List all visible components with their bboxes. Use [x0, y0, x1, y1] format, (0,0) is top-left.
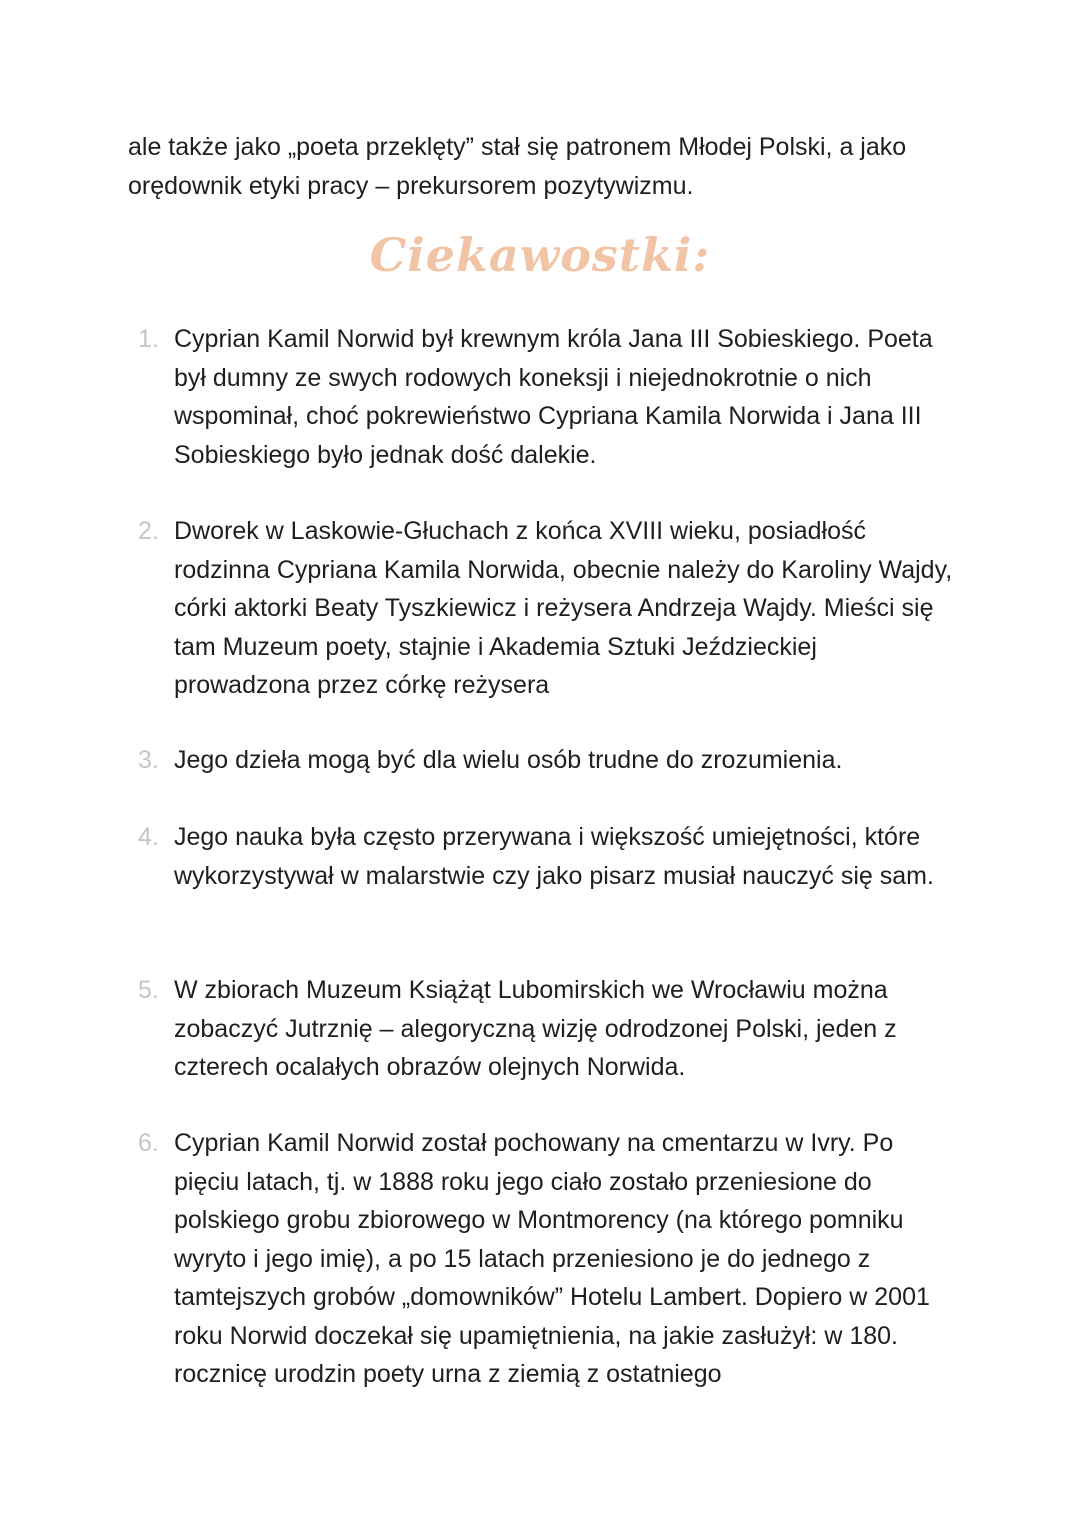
fact-item-3: [138, 741, 958, 780]
fact-number: 4.: [138, 823, 159, 851]
fact-text: Cyprian Kamil Norwid był krewnym króla Jana III Sobieskiego. Poeta był dumny ze swych rodowych koneksji i niejednokrotnie o nich wspominał, choć pokrewieństwo Cypriana Kamila Norwida i Jana III Sobieskiego było jednak dość dalekie.: [174, 325, 933, 469]
fact-item-6: [138, 1124, 958, 1394]
intro-paragraph: ale także jako „poeta przeklęty” stał się patronem Młodej Polski, a jako orędownik etyki pracy – prekursorem pozytywizmu.: [128, 133, 907, 200]
fact-text: W zbiorach Muzeum Książąt Lubomirskich we Wrocławiu można zobaczyć Jutrznię – alegoryczną wizję odrodzonej Polski, jeden z czterech ocalałych obrazów olejnych Norwida.: [174, 976, 897, 1081]
fact-text: Jego nauka była często przerywana i większość umiejętności, które wykorzystywał w malarstwie czy jako pisarz musiał nauczyć się sam.: [174, 823, 934, 890]
fact-item-5: [138, 971, 958, 1087]
fact-number: 2.: [138, 517, 159, 545]
fact-item-4: [138, 818, 958, 895]
fact-text: Jego dzieła mogą być dla wielu osób trudne do zrozumienia.: [174, 746, 843, 774]
fact-item-2: [138, 512, 958, 705]
fact-item-1: [138, 320, 958, 474]
fact-number: 5.: [138, 976, 159, 1004]
fact-text: Cyprian Kamil Norwid został pochowany na cmentarzu w Ivry. Po pięciu latach, tj. w 1888 roku jego ciało zostało przeniesione do polskiego grobu zbiorowego w Montmorency (na którego pomniku wyryto i jego imię), a po 15 latach przeniesiono je do jednego z tamtejszych grobów „domowników” Hotelu Lambert. Dopiero w 2001 roku Norwid doczekał się upamiętnienia, na jakie zasłużył: w 180. rocznicę urodzin poety urna z ziemią z ostatniego: [174, 1129, 930, 1388]
fact-text: Dworek w Laskowie-Głuchach z końca XVIII wieku, posiadłość rodzinna Cypriana Kamila Norwida, obecnie należy do Karoliny Wajdy, córki aktorki Beaty Tyszkiewicz i reżysera Andrzeja Wajdy. Mieści się tam Muzeum poety, stajnie i Akademia Sztuki Jeździeckiej prowadzona przez córkę reżysera: [174, 517, 953, 699]
fact-number: 1.: [138, 325, 159, 353]
section-title: Ciekawostki:: [369, 228, 711, 282]
fact-number: 6.: [138, 1129, 159, 1157]
fact-number: 3.: [138, 746, 159, 774]
